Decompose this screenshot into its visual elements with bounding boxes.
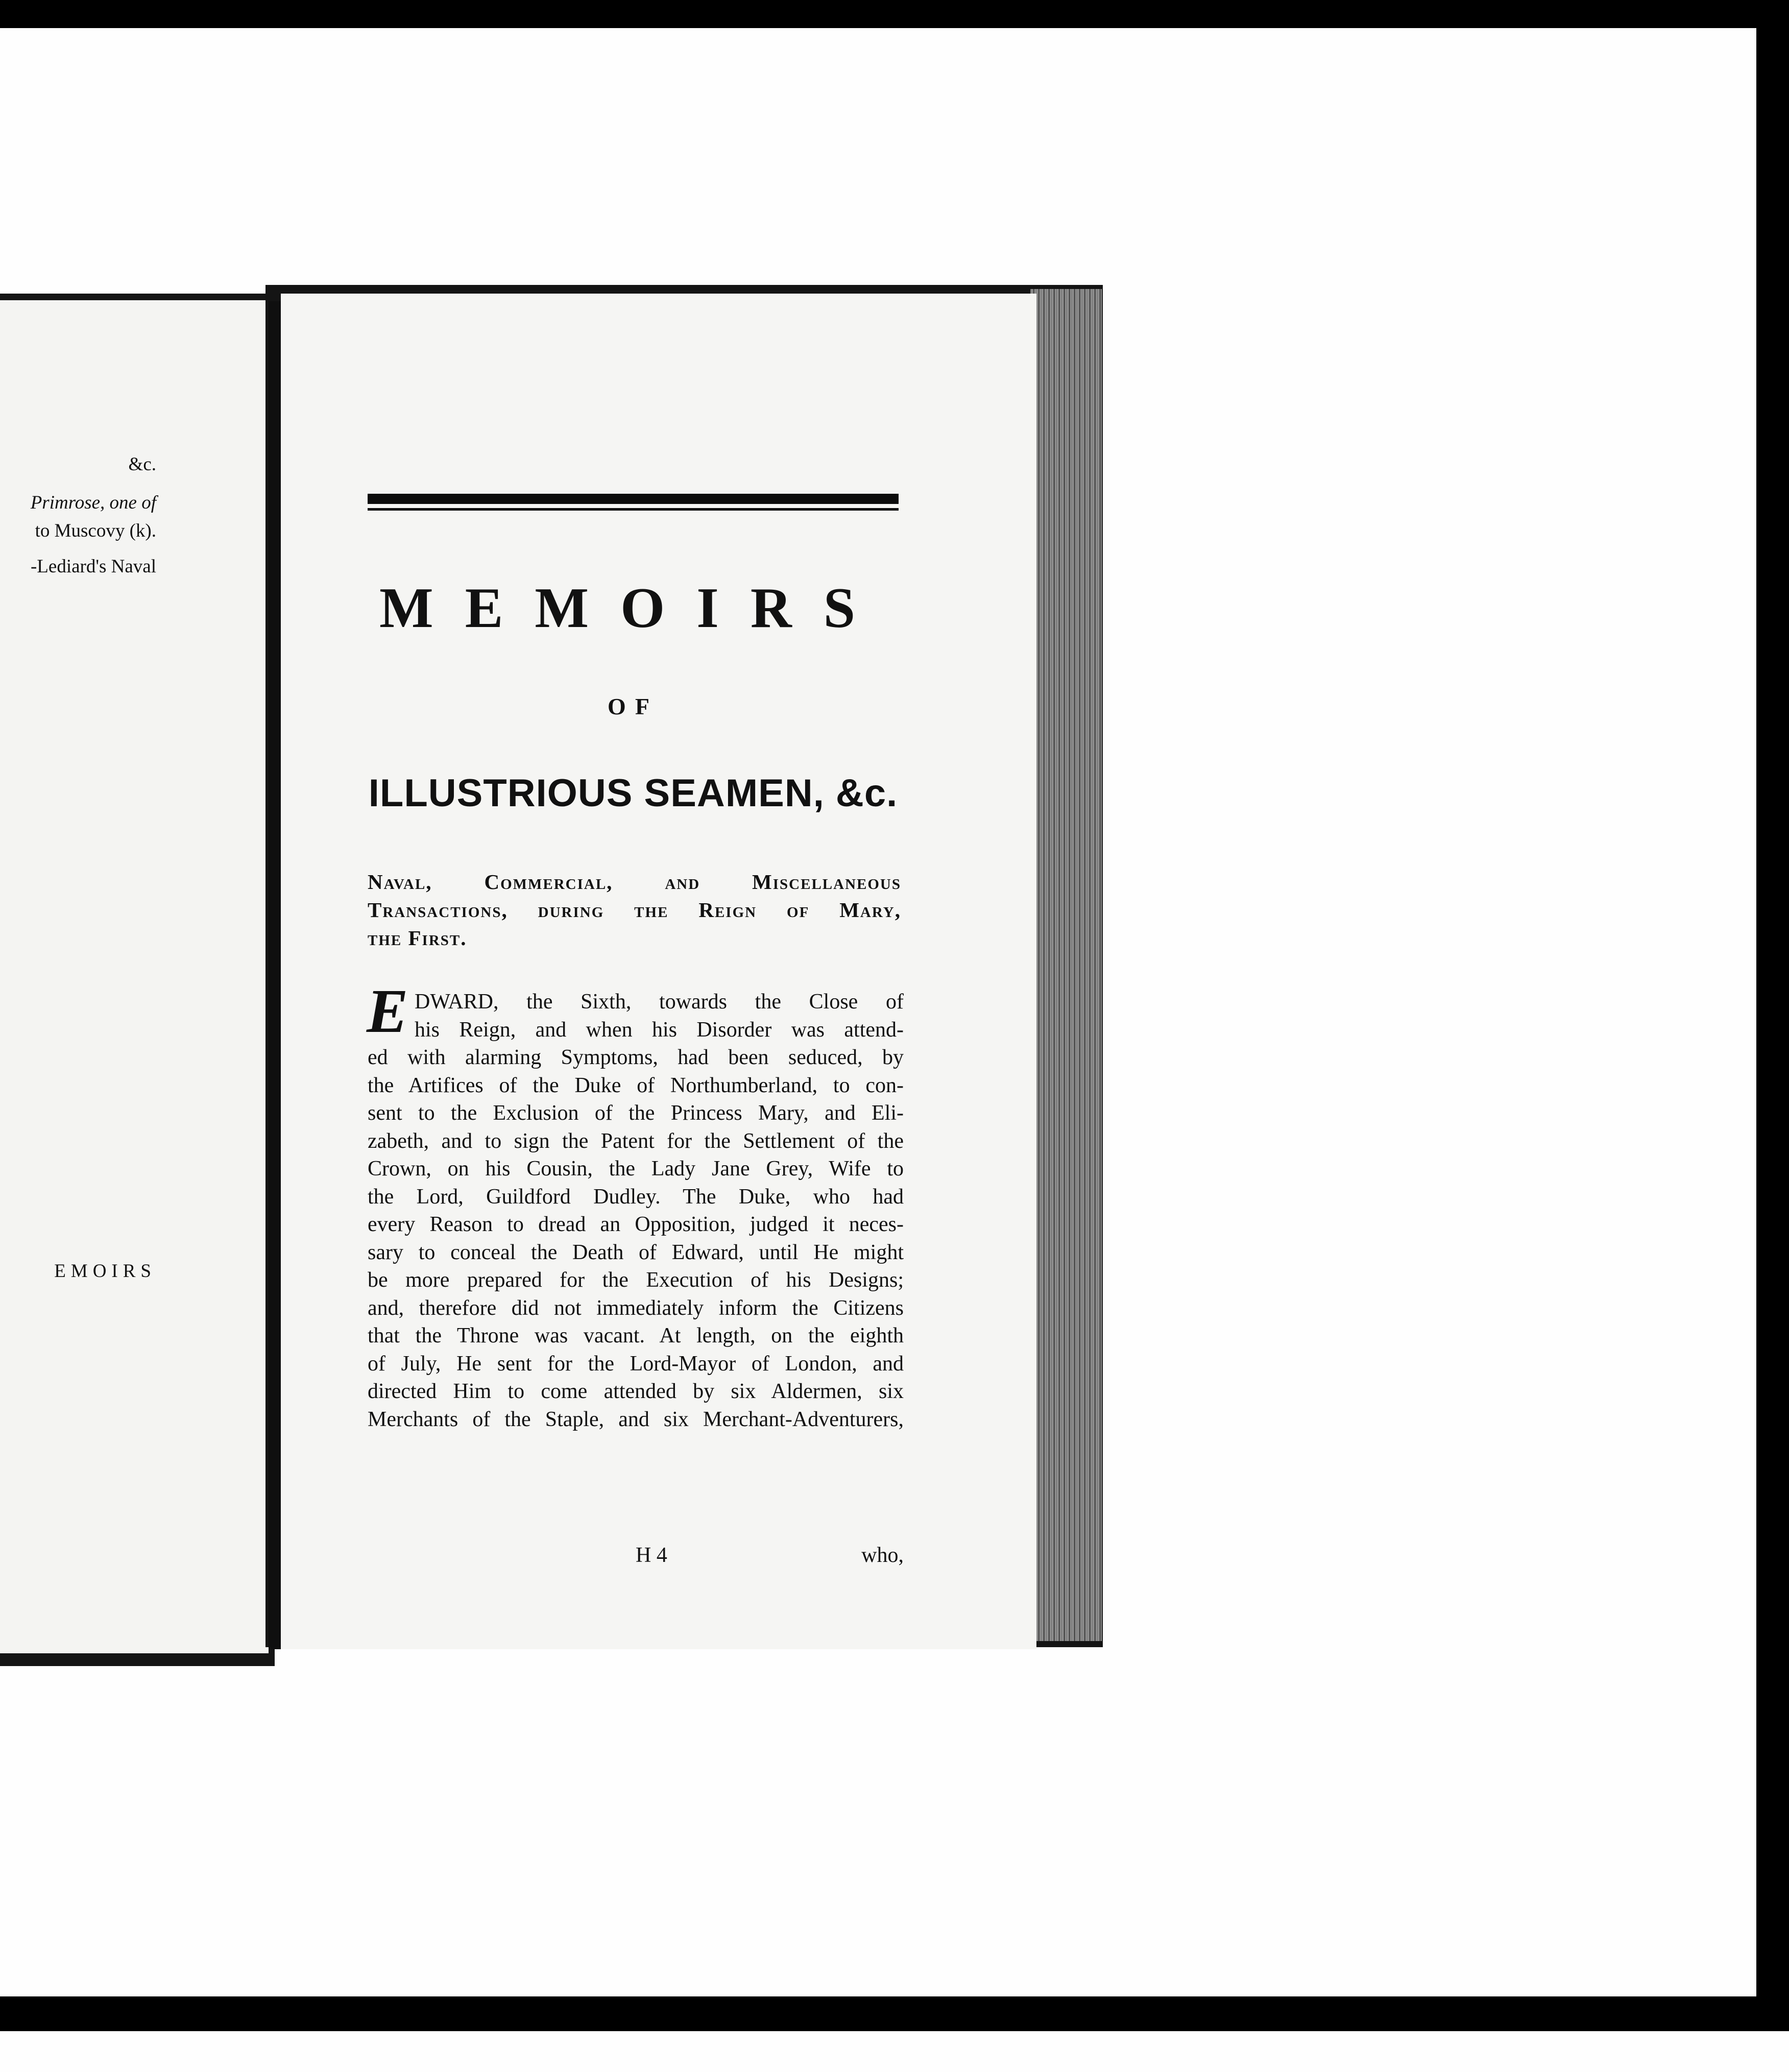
body-line: DWARD, the Sixth, towards the Close of bbox=[415, 990, 904, 1014]
body-line: of July, He sent for the Lord-Mayor of London, and bbox=[368, 1352, 904, 1376]
body-line: directed Him to come attended by six Aldermen, six bbox=[368, 1380, 904, 1403]
body-text bbox=[368, 988, 904, 1433]
left-page-line: to Muscovy (k). bbox=[35, 520, 156, 541]
body-line: that the Throne was vacant. At length, on the eighth bbox=[368, 1324, 904, 1347]
left-page-line: Primrose, one of bbox=[30, 492, 156, 513]
left-page-line: -Lediard's Naval bbox=[30, 556, 156, 577]
book-gutter bbox=[269, 301, 281, 1649]
page-footer bbox=[368, 1543, 904, 1571]
body-line: Crown, on his Cousin, the Lady Jane Grey, Wife to bbox=[368, 1157, 904, 1180]
catchword: who, bbox=[861, 1544, 904, 1567]
left-page-line: EMOIRS bbox=[54, 1261, 156, 1282]
ornamental-rule-thick bbox=[368, 494, 899, 504]
body-line: be more prepared for the Execution of his Designs; bbox=[368, 1268, 904, 1292]
page-subtitle: ILLUSTRIOUS SEAMEN, &c. bbox=[368, 772, 898, 815]
body-line: Merchants of the Staple, and six Merchant-Adventurers, bbox=[368, 1407, 904, 1431]
body-line: the Lord, Guildford Dudley. The Duke, who had bbox=[368, 1185, 904, 1209]
drop-cap: E bbox=[367, 977, 408, 1046]
page-edges bbox=[1030, 289, 1102, 1641]
heading-line: Transactions, during the Reign of Mary, bbox=[368, 898, 901, 922]
body-line: sent to the Exclusion of the Princess Mary, and Eli- bbox=[368, 1101, 904, 1125]
body-line: sary to conceal the Death of Edward, until He might bbox=[368, 1240, 904, 1264]
chapter-heading bbox=[368, 868, 901, 952]
heading-line: Naval, Commercial, and Miscellaneous bbox=[368, 870, 901, 894]
body-line: every Reason to dread an Opposition, judged it neces- bbox=[368, 1213, 904, 1236]
left-page-line: &c. bbox=[128, 454, 156, 475]
body-line: the Artifices of the Duke of Northumberland, to con- bbox=[368, 1073, 904, 1097]
signature-mark: H 4 bbox=[636, 1544, 667, 1567]
right-page bbox=[281, 294, 1036, 1649]
left-page bbox=[0, 300, 269, 1653]
body-line: his Reign, and when his Disorder was attend- bbox=[415, 1018, 904, 1042]
lower-sheet-edge bbox=[0, 2031, 1789, 2072]
body-line: and, therefore did not immediately inform the Citizens bbox=[368, 1296, 904, 1320]
body-line: ed with alarming Symptoms, had been seduced, by bbox=[368, 1046, 904, 1069]
body-line: zabeth, and to sign the Patent for the Settlement of the bbox=[368, 1129, 904, 1153]
title-connector: OF bbox=[608, 693, 659, 719]
heading-line: the First. bbox=[368, 926, 467, 950]
page-title: MEMOIRS bbox=[379, 576, 887, 640]
ornamental-rule-thin bbox=[368, 508, 899, 511]
